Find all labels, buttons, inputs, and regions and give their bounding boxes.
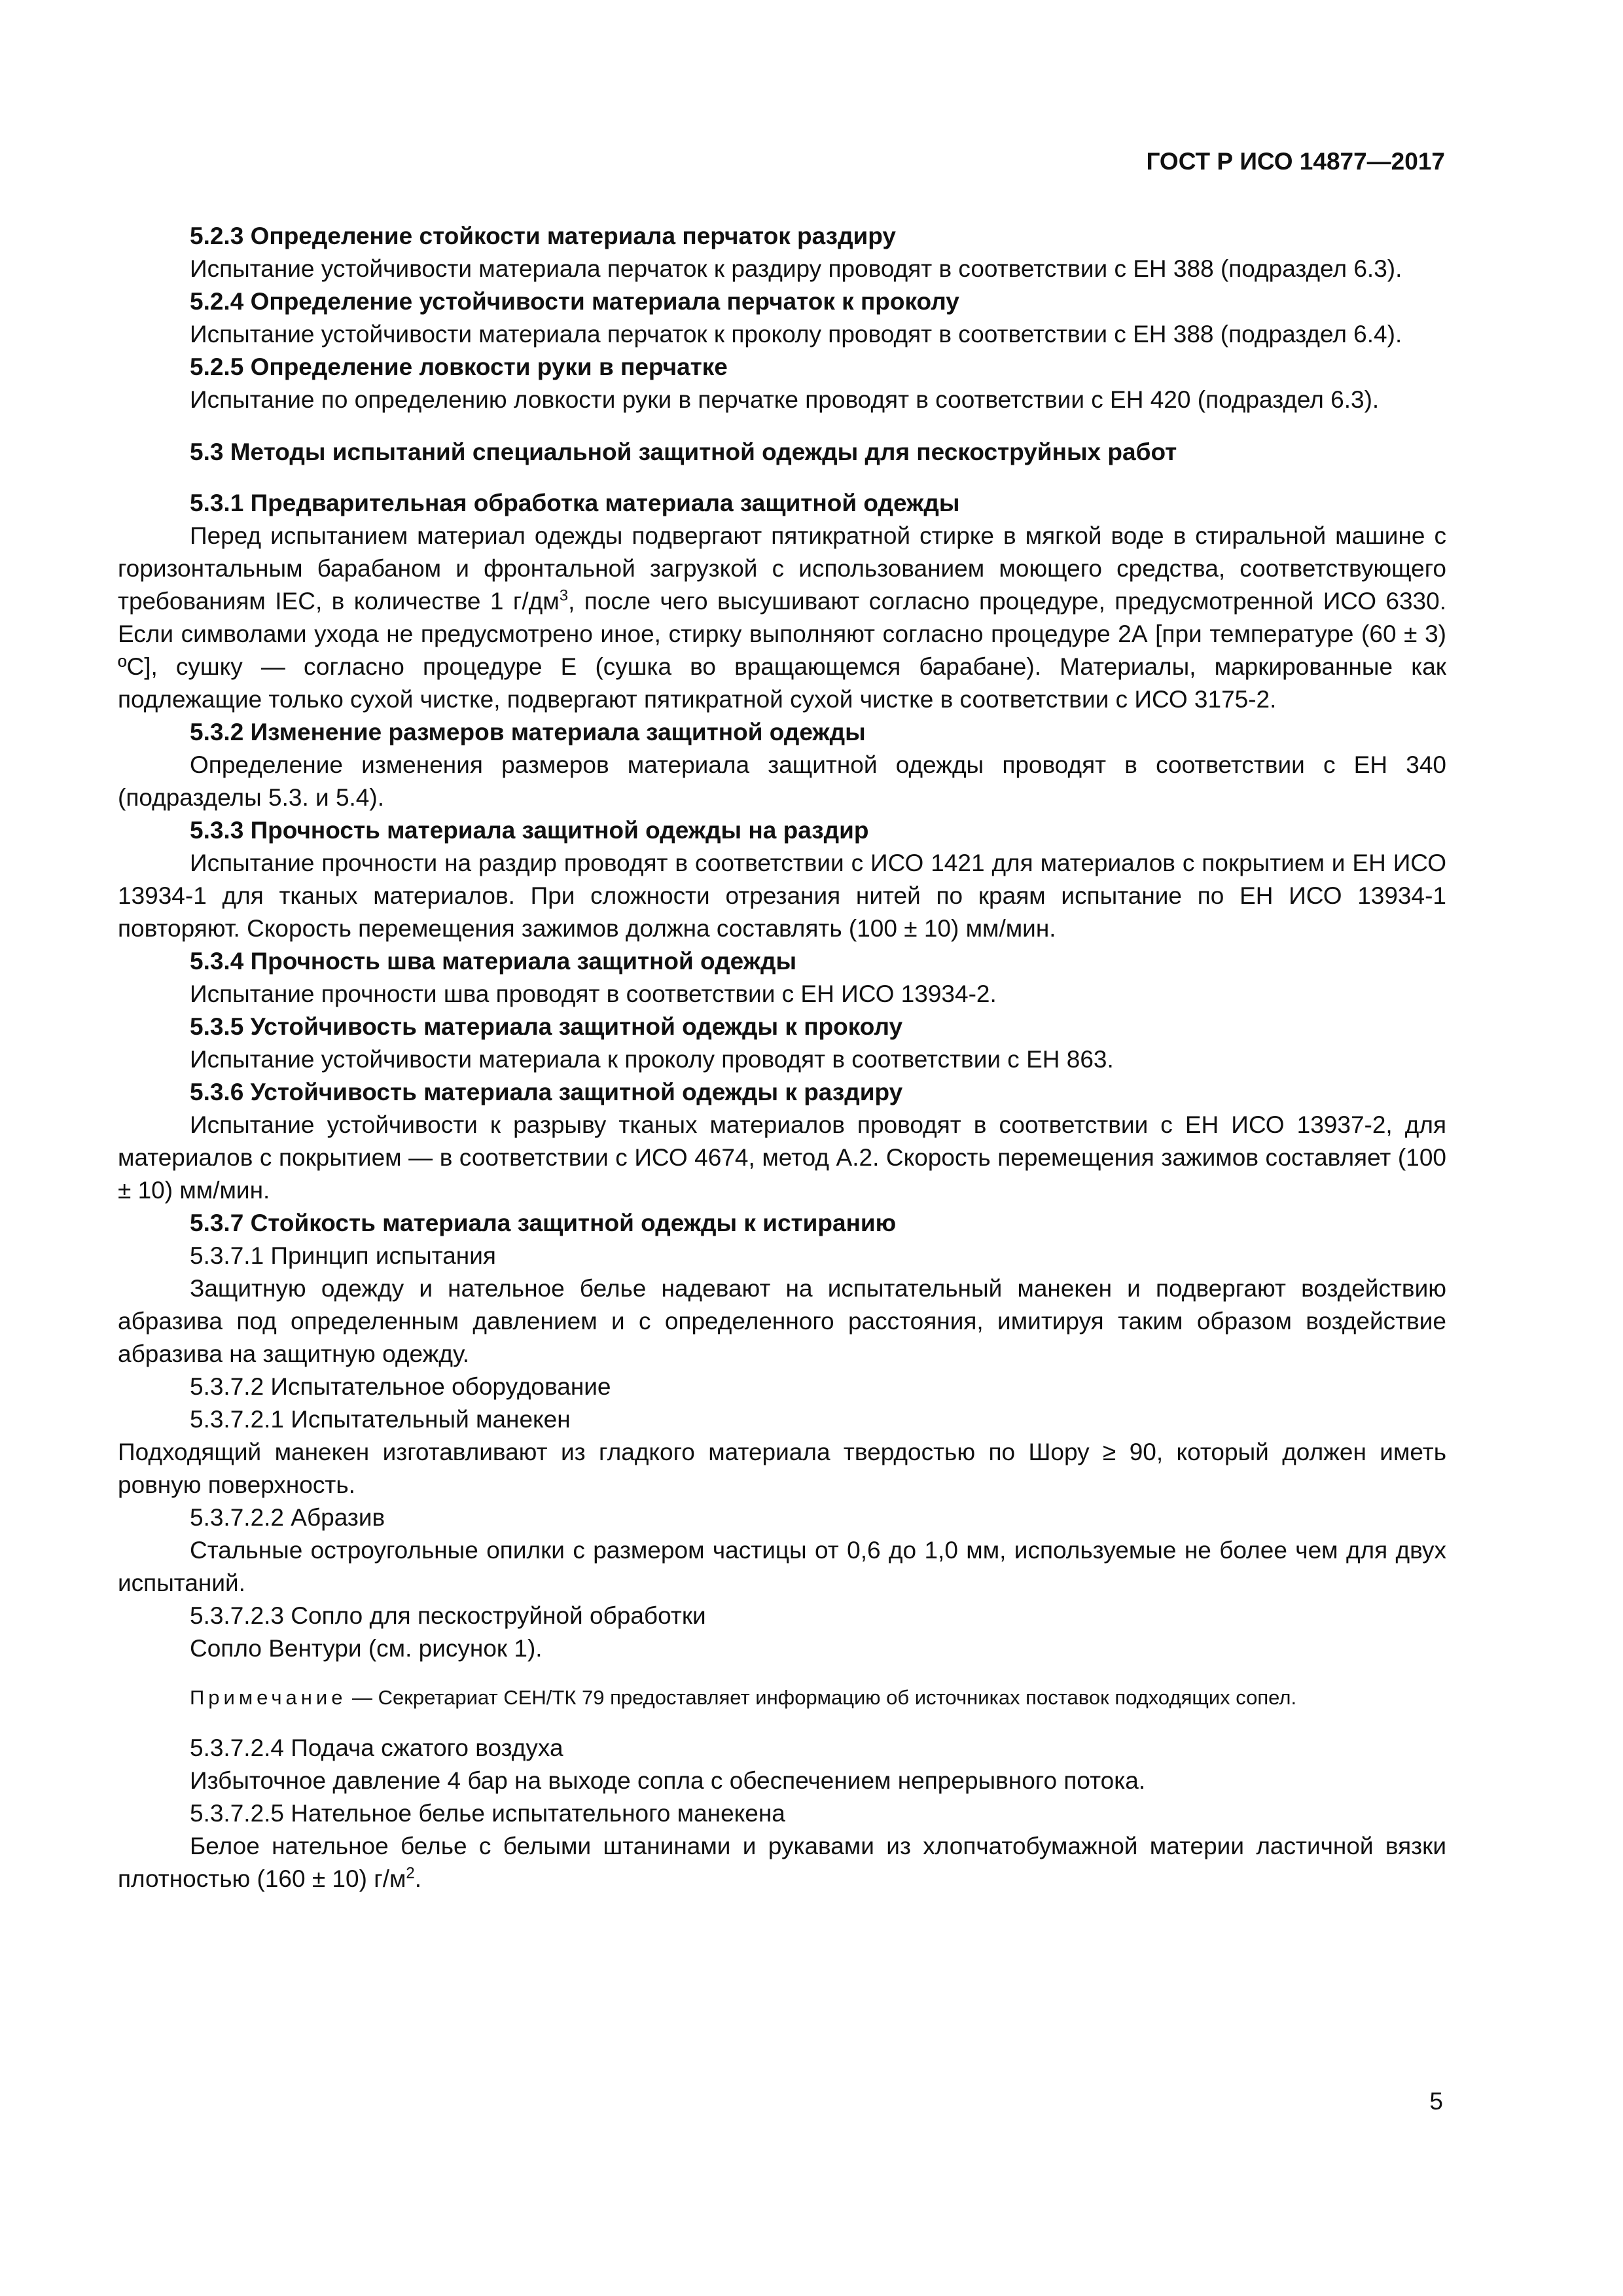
section-5-3-5-heading: 5.3.5 Устойчивость материала защитной одежды к проколу (190, 1013, 903, 1040)
section-5-3-7-2-4-title: 5.3.7.2.4 Подача сжатого воздуха (190, 1734, 563, 1761)
section-5-3-7-2-3-title: 5.3.7.2.3 Сопло для пескоструйной обработки (190, 1602, 706, 1629)
section-5-3-7-2-5-text (118, 1830, 1446, 1895)
cube-superscript: 3 (559, 586, 569, 605)
section-5-2-4-text: Испытание устойчивости материала перчаток к проколу проводят в соответствии с ЕН 388 (подраздел 6.4). (190, 321, 1402, 348)
section-5-3-7-heading: 5.3.7 Стойкость материала защитной одежды к истиранию (190, 1210, 897, 1236)
section-5-3-5-text: Испытание устойчивости материала к проколу проводят в соответствии с ЕН 863. (190, 1046, 1114, 1073)
section-5-3-heading: 5.3 Методы испытаний специальной защитной одежды для пескоструйных работ (190, 439, 1177, 465)
section-5-3-7-2-1-text: Подходящий манекен изготавливают из гладкого материала твердостью по Шору ≥ 90, который должен иметь ровную поверхность. (118, 1439, 1446, 1498)
section-5-3-6-heading: 5.3.6 Устойчивость материала защитной одежды к раздиру (190, 1079, 903, 1105)
note-label: Примечание (190, 1686, 347, 1709)
section-5-3-7-2-2-title: 5.3.7.2.2 Абразив (190, 1504, 385, 1531)
section-5-3-4-text: Испытание прочности шва проводят в соответствии с ЕН ИСО 13934-2. (190, 980, 997, 1007)
section-5-2-5-text: Испытание по определению ловкости руки в перчатке проводят в соответствии с ЕН 420 (подраздел 6.3). (190, 386, 1380, 413)
section-5-3-1-text (118, 520, 1446, 716)
document-body (118, 220, 1446, 1895)
section-5-3-2-heading: 5.3.2 Изменение размеров материала защитной одежды (190, 719, 866, 745)
section-5-2-5-heading: 5.2.5 Определение ловкости руки в перчатке (190, 353, 728, 380)
section-5-3-7-2-5-text-part-a: Белое нательное белье с белыми штанинами и рукавами из хлопчатобумажной материи ластичной вязки плотностью (160 ± 10) г/м (118, 1833, 1446, 1892)
section-5-3-7-2-1-title: 5.3.7.2.1 Испытательный манекен (190, 1406, 571, 1433)
section-5-3-7-2-title: 5.3.7.2 Испытательное оборудование (190, 1373, 611, 1400)
section-5-3-3-text: Испытание прочности на раздир проводят в соответствии с ИСО 1421 для материалов с покрытием и ЕН ИСО 13934-1 для тканых материалов. При сложности отрезания нитей по краям испытание по ЕН ИСО 13934-1 повторяют. Скорость перемещения зажимов должна составлять (100 ± 10) мм/мин. (118, 850, 1446, 942)
section-5-2-3-heading: 5.2.3 Определение стойкости материала перчаток раздиру (190, 223, 896, 249)
section-5-3-1-text-part-b: , после чего высушивают согласно процедуре, предусмотренной ИСО 6330. Если символами ухода не предусмотрено иное, стирку выполняют согласно процедуре 2А [при температуре (60 ± 3) ºС], сушку — согласно процедуре Е (сушка во вращающемся барабане). Материалы, маркированные как подлежащие только сухой чистке, подвергают пятикратной сухой чистке в соответствии с ИСО 3175-2. (118, 588, 1446, 713)
section-5-3-7-2-4-text: Избыточное давление 4 бар на выходе сопла с обеспечением непрерывного потока. (190, 1767, 1146, 1794)
section-5-2-4-heading: 5.2.4 Определение устойчивости материала перчаток к проколу (190, 288, 959, 315)
page-number: 5 (1429, 2088, 1443, 2115)
section-5-3-2-text: Определение изменения размеров материала защитной одежды проводят в соответствии с ЕН 340 (подразделы 5.3. и 5.4). (118, 751, 1446, 811)
section-5-3-7-1-text: Защитную одежду и нательное белье надевают на испытательный манекен и подвергают воздействию абразива под определенным давлением и с определенного расстояния, имитируя таким образом воздействие абразива на защитную одежду. (118, 1275, 1446, 1367)
note-paragraph (118, 1683, 1446, 1712)
section-5-3-4-heading: 5.3.4 Прочность шва материала защитной одежды (190, 948, 797, 975)
section-5-3-7-2-2-text: Стальные остроугольные опилки с размером частицы от 0,6 до 1,0 мм, используемые не более чем для двух испытаний. (118, 1537, 1446, 1596)
section-5-3-1-heading: 5.3.1 Предварительная обработка материала защитной одежды (190, 490, 960, 516)
section-5-3-7-1-title: 5.3.7.1 Принцип испытания (190, 1242, 496, 1269)
section-5-3-6-text: Испытание устойчивости к разрыву тканых материалов проводят в соответствии с ЕН ИСО 13937-2, для материалов с покрытием — в соответствии с ИСО 4674, метод А.2. Скорость перемещения зажимов составляет (100 ± 10) мм/мин. (118, 1111, 1446, 1204)
document-code-header: ГОСТ Р ИСО 14877—2017 (1146, 148, 1445, 175)
section-5-3-7-2-5-text-part-b: . (414, 1865, 422, 1892)
section-5-2-3-text: Испытание устойчивости материала перчаток к раздиру проводят в соответствии с ЕН 388 (подраздел 6.3). (190, 255, 1402, 282)
section-5-3-3-heading: 5.3.3 Прочность материала защитной одежды на раздир (190, 817, 869, 844)
section-5-3-1-text-part-a: Перед испытанием материал одежды подвергают пятикратной стирке в мягкой воде в стиральной машине с горизонтальным барабаном и фронтальной загрузкой с использованием моющего средства, соответствующего требованиям IEC, в количестве 1 г/дм (118, 522, 1446, 615)
section-5-3-7-2-3-text: Сопло Вентури (см. рисунок 1). (190, 1635, 543, 1662)
section-5-3-7-2-5-title: 5.3.7.2.5 Нательное белье испытательного манекена (190, 1800, 785, 1827)
note-text: — Секретариат СЕН/ТК 79 предоставляет информацию об источниках поставок подходящих сопел. (346, 1686, 1297, 1709)
square-superscript: 2 (406, 1864, 415, 1882)
